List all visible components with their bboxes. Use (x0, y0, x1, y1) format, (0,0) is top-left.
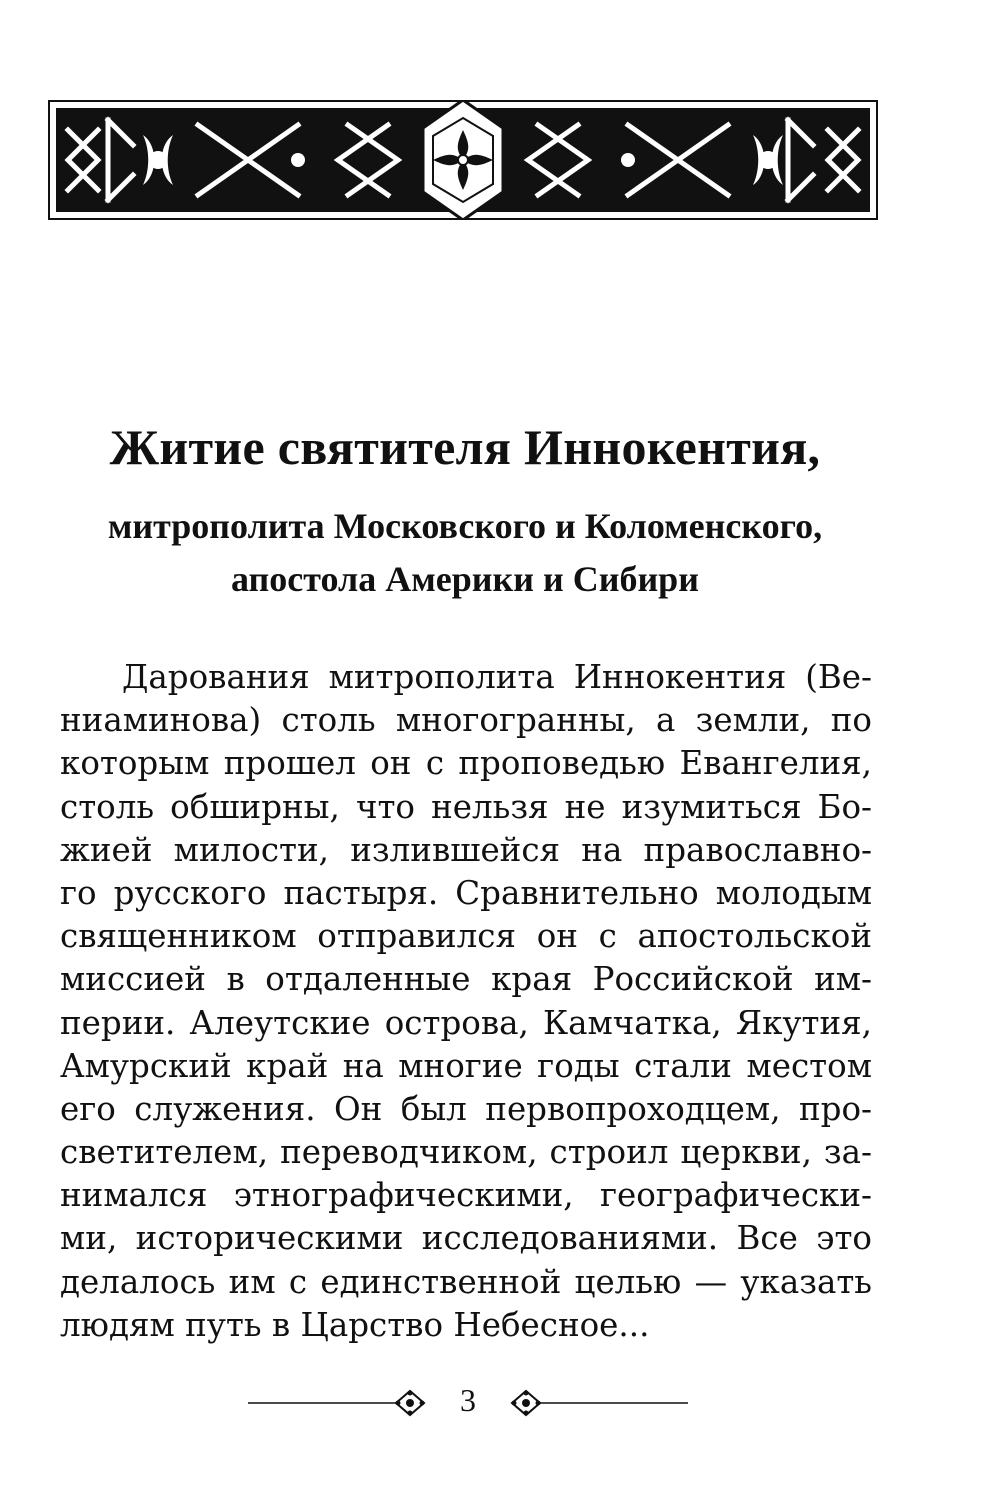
text-line: светителем, переводчиком, строил церкви, за- (60, 1133, 872, 1172)
text-line: которым прошел он с проповедью Евангелия, (60, 744, 872, 783)
subtitle-line-2: апостола Америки и Сибири (231, 559, 699, 599)
text-line: Дарования митрополита Иннокентия (Ве- (122, 658, 872, 696)
page-title: Житие святителя Иннокентия, (109, 419, 821, 475)
text-line: го русского пастыря. Сравнительно молодым (60, 873, 872, 912)
text-line: нимался этнографическими, географически- (60, 1176, 872, 1215)
page-footer (248, 1378, 688, 1428)
center-cross-medallion (423, 100, 503, 220)
text-line: ниаминова) столь многогранны, а земли, по (60, 701, 872, 740)
text-line: миссией в отдаленные края Российской им- (60, 960, 872, 999)
text-line: его служения. Он был первопроходцем, про- (60, 1089, 872, 1128)
text-line: ми, историческими исследованиями. Все это (60, 1219, 872, 1258)
body-paragraph (60, 656, 872, 1347)
subtitle-line-1: митрополита Московского и Коломенского, (107, 506, 823, 546)
text-line: людям путь в Царство Небесное... (60, 1305, 650, 1344)
text-line: жией милости, излившейся на православно- (60, 830, 872, 869)
page-number: 3 (460, 1382, 476, 1418)
text-line: столь обширны, что нельзя не изумиться Бо- (60, 787, 872, 826)
text-line: Амурский край на многие годы стали местом (60, 1046, 872, 1085)
text-line: делалось им с единственной целью — указать (60, 1262, 872, 1301)
text-line: перии. Алеутские острова, Камчатка, Якутия, (60, 1003, 872, 1042)
decorative-ornament-band (48, 100, 878, 220)
text-line: священником отправился он с апостольской (60, 917, 872, 956)
